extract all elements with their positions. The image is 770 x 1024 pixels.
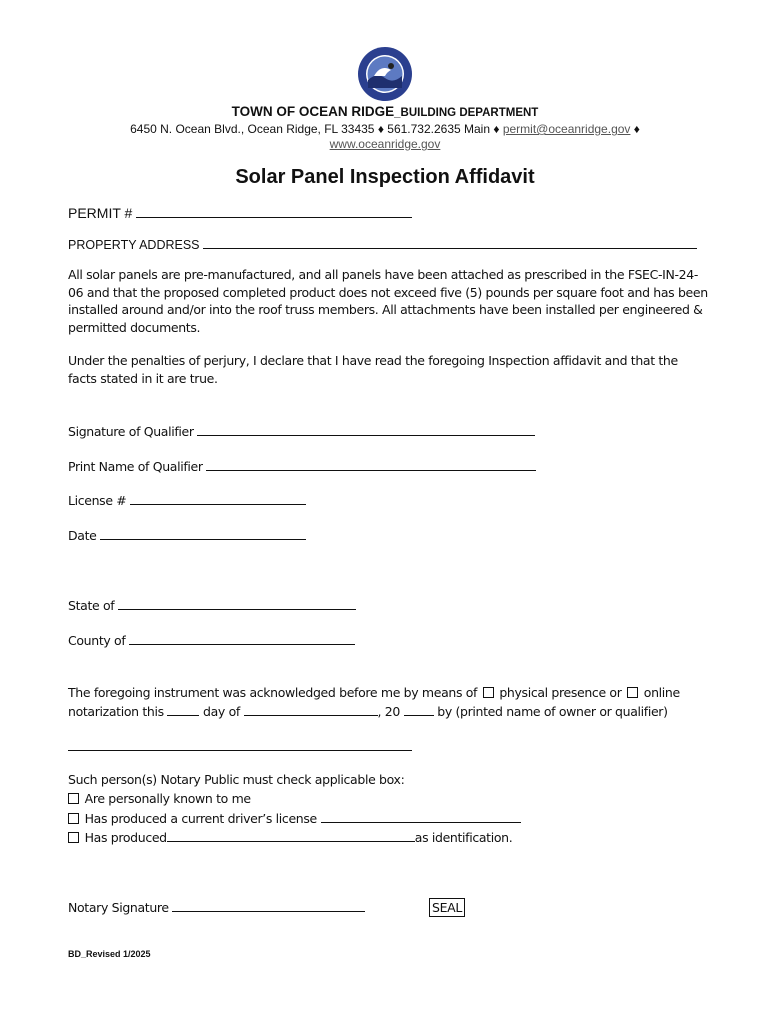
date-blank[interactable] xyxy=(100,527,306,540)
notary-signature-field[interactable] xyxy=(68,899,365,915)
day-blank[interactable] xyxy=(167,703,199,716)
address-line: 6450 N. Ocean Blvd., Ocean Ridge, FL 33435 ♦ 561.732.2635 Main ♦ xyxy=(130,122,500,136)
physical-presence-checkbox[interactable] xyxy=(483,687,494,698)
print-name-qualifier-blank[interactable] xyxy=(206,458,536,471)
option-has-produced xyxy=(68,829,512,845)
letterhead-title xyxy=(0,104,770,119)
acknowledgement-text: The foregoing instrument was acknowledged before me by means of xyxy=(68,685,478,700)
permit-field[interactable] xyxy=(68,205,412,221)
statement-paragraph: All solar panels are pre-manufactured, and all panels have been attached as prescribed in the FSEC-IN-24-06 and that the proposed completed product does not exceed five (5) pounds per square foot and has been installed around and/or into the roof truss members. All attachments have been installed per engineered & permitted documents. xyxy=(68,267,708,335)
identification-blank[interactable] xyxy=(167,829,415,842)
printed-name-field[interactable] xyxy=(68,738,412,754)
notary-signature-label: Notary Signature xyxy=(68,900,169,915)
state-label: State of xyxy=(68,598,115,613)
form-title: Solar Panel Inspection Affidavit xyxy=(235,166,535,188)
license-field[interactable] xyxy=(68,492,306,508)
department-name: _BUILDING DEPARTMENT xyxy=(394,107,539,119)
email-link[interactable]: permit@oceanridge.gov xyxy=(502,122,631,136)
letterhead-address xyxy=(0,122,770,136)
property-address-field[interactable] xyxy=(68,236,697,252)
county-label: County of xyxy=(68,633,126,648)
print-name-qualifier-label: Print Name of Qualifier xyxy=(68,459,203,474)
property-address-blank[interactable] xyxy=(203,236,697,249)
acknowledgement-line-2 xyxy=(68,703,668,719)
permit-blank[interactable] xyxy=(136,205,412,218)
print-name-qualifier-field[interactable] xyxy=(68,458,536,474)
signature-qualifier-label: Signature of Qualifier xyxy=(68,424,194,439)
acknowledgement-line-1 xyxy=(68,685,680,700)
printed-name-label: by (printed name of owner or qualifier) xyxy=(437,704,668,719)
permit-label: PERMIT # xyxy=(68,205,133,221)
county-blank[interactable] xyxy=(129,632,355,645)
identification-suffix: as identification. xyxy=(414,830,513,845)
seal-box: SEAL xyxy=(429,898,465,917)
property-address-label: PROPERTY ADDRESS xyxy=(68,238,200,252)
signature-qualifier-field[interactable] xyxy=(68,423,535,439)
revision-footer: BD_Revised 1/2025 xyxy=(68,949,151,959)
month-blank[interactable] xyxy=(244,703,378,716)
notary-signature-blank[interactable] xyxy=(172,899,365,912)
notary-check-instruction: Such person(s) Notary Public must check applicable box: xyxy=(68,772,405,787)
website-link[interactable]: www.oceanridge.gov xyxy=(329,137,441,151)
license-label: License # xyxy=(68,493,127,508)
date-label: Date xyxy=(68,528,97,543)
drivers-license-label: Has produced a current driver’s license xyxy=(84,811,317,826)
license-blank[interactable] xyxy=(130,492,306,505)
address-suffix: ♦ xyxy=(633,122,640,136)
notarization-label: notarization this xyxy=(68,704,164,719)
state-field[interactable] xyxy=(68,597,356,613)
drivers-license-checkbox[interactable] xyxy=(68,813,79,824)
date-field[interactable] xyxy=(68,527,306,543)
state-blank[interactable] xyxy=(118,597,356,610)
drivers-license-blank[interactable] xyxy=(321,810,521,823)
personally-known-checkbox[interactable] xyxy=(68,793,79,804)
printed-name-blank[interactable] xyxy=(68,738,412,751)
town-name: TOWN OF OCEAN RIDGE xyxy=(231,104,395,119)
option-drivers-license xyxy=(68,810,521,826)
online-label: online xyxy=(643,685,680,700)
letterhead-website xyxy=(0,137,770,151)
signature-qualifier-blank[interactable] xyxy=(197,423,535,436)
personally-known-label: Are personally known to me xyxy=(84,791,251,806)
year-prefix-label: , 20 xyxy=(377,704,400,719)
has-produced-label: Has produced xyxy=(84,830,167,845)
physical-presence-label: physical presence or xyxy=(499,685,622,700)
day-of-label: day of xyxy=(203,704,240,719)
year-blank[interactable] xyxy=(404,703,434,716)
town-seal-logo xyxy=(357,46,413,102)
option-personally-known xyxy=(68,791,251,806)
online-checkbox[interactable] xyxy=(627,687,638,698)
county-field[interactable] xyxy=(68,632,355,648)
perjury-paragraph: Under the penalties of perjury, I declare that I have read the foregoing Inspection affidavit and that the facts stated in it are true. xyxy=(68,353,678,386)
has-produced-checkbox[interactable] xyxy=(68,832,79,843)
